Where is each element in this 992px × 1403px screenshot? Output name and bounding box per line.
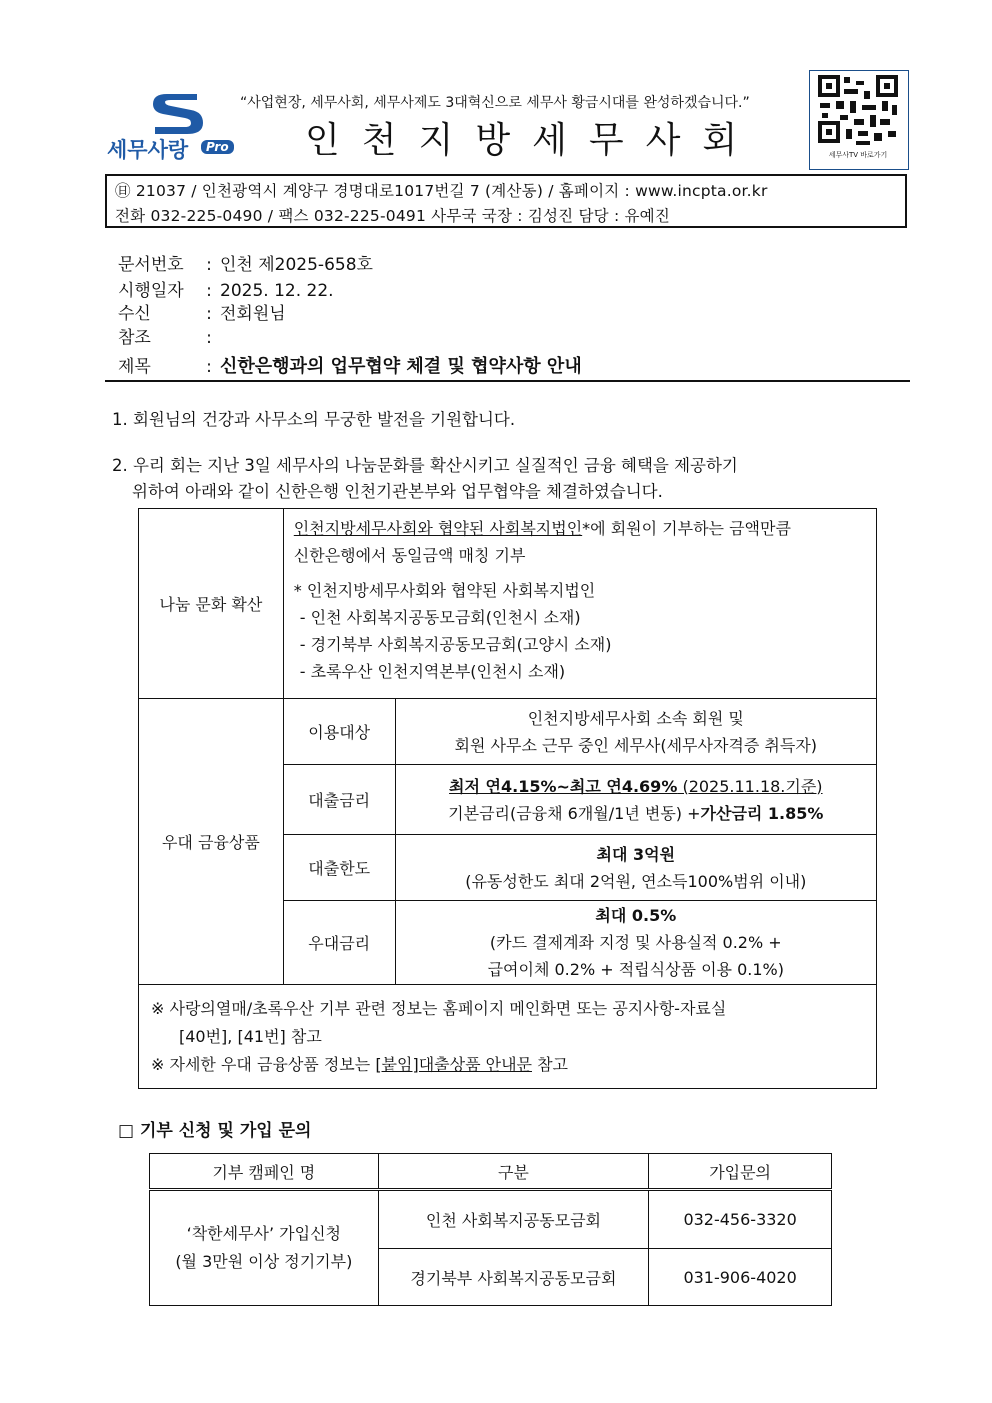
donation-heading: □ 기부 신청 및 가입 문의 (118, 1121, 312, 1141)
header-campaign: 기부 캠페인 명 (150, 1154, 379, 1190)
table-row-org: 인천 사회복지공동모금회 (378, 1190, 649, 1249)
notes: ※ 사랑의열매/초록우산 기부 관련 정보는 홈페이지 메인화면 또는 공지사항-자료실 [40번], [41번] 참고 ※ 자세한 우대 금융상품 정보는 [붙임]대출상품 안내문 참고 (139, 985, 877, 1089)
org-item: - 초록우산 인천지역본부(인천시 소재) (299, 662, 566, 681)
meta-subject: 제목 : 신한은행과의 업무협약 체결 및 협약사항 안내 (118, 356, 582, 377)
logo (105, 88, 255, 168)
meta-doc-no: 문서번호 : 인천 제2025-658호 (118, 255, 373, 275)
divider (105, 380, 910, 382)
table-row-phone: 031-906-4020 (649, 1249, 832, 1306)
logo-text: 세무사랑 (107, 138, 189, 162)
limit-label: 대출한도 (283, 835, 395, 901)
header-contact: 가입문의 (649, 1154, 832, 1190)
org-item: - 인천 사회복지공동모금회(인천시 소재) (299, 608, 581, 627)
meta-date: 시행일자 : 2025. 12. 22. (118, 281, 334, 301)
pref-label: 우대금리 (283, 901, 395, 985)
qr-code-icon (810, 71, 906, 151)
org-item: - 경기북부 사회복지공동모금회(고양시 소재) (299, 635, 612, 654)
finance-label: 우대 금융상품 (139, 699, 284, 985)
contact-phone: 전화 032-225-0490 / 팩스 032-225-0491 사무국 국장 : 김성진 담당 : 유예진 (115, 207, 671, 225)
header-category: 구분 (378, 1154, 649, 1190)
target-label: 이용대상 (283, 699, 395, 765)
agreement-table (138, 508, 877, 1089)
paragraph-2-line-2: 위하여 아래와 같이 신한은행 인천기관본부와 업무협약을 체결하였습니다. (132, 482, 663, 501)
logo-sub: Pro (201, 140, 234, 154)
attachment-link[interactable]: [붙임]대출상품 안내문 (375, 1054, 532, 1074)
pref-content: 최대 0.5% (카드 결제계좌 지정 및 사용실적 0.2% + 급여이체 0.2% + 적립식상품 이용 0.1%) (395, 901, 876, 985)
rate-label: 대출금리 (283, 765, 395, 835)
sharing-label: 나눔 문화 확산 (139, 509, 284, 699)
table-row-phone: 032-456-3320 (649, 1190, 832, 1249)
limit-content: 최대 3억원 (유동성한도 최대 2억원, 연소득100%범위 이내) (395, 835, 876, 901)
contact-box (105, 174, 907, 228)
donation-table (149, 1153, 832, 1306)
qr-caption: 세무사TV 바로가기 (828, 151, 888, 159)
table-row-org: 경기북부 사회복지공동모금회 (378, 1249, 649, 1306)
slogan: “사업현장, 세무사회, 세무사제도 3대혁신으로 세무사 황금시대를 완성하겠습니다.” (240, 95, 750, 111)
paragraph-1: 1. 회원님의 건강과 사무소의 무궁한 발전을 기원합니다. (112, 410, 516, 429)
campaign-cell: ‘착한세무사’ 가입신청 (월 3만원 이상 정기기부) (150, 1190, 379, 1306)
rate-content: 최저 연4.15%~최고 연4.69% (2025.11.18.기준) 기본금리(금융채 6개월/1년 변동) +가산금리 1.85% (395, 765, 876, 835)
sharing-content: 인천지방세무사회와 협약된 사회복지법인*에 회원이 기부하는 금액만큼 신한은행에서 동일금액 매칭 기부 * 인천지방세무사회와 협약된 사회복지법인 - 인천 사회복지공동모금회(인천시 소재) - 경기북부 사회복지공동모금회(고양시 소재) - 초록우산 인천지역본부(인천시 소재) (283, 509, 876, 699)
meta-to: 수신 : 전회원님 (118, 304, 286, 324)
target-content: 인천지방세무사회 소속 회원 및 회원 사무소 근무 중인 세무사(세무사자격증 취득자) (395, 699, 876, 765)
meta-ref: 참조 : (118, 328, 212, 348)
org-title: 인천지방세무사회 (305, 120, 760, 161)
contact-address: ㊐ 21037 / 인천광역시 계양구 경명대로1017번길 7 (계산동) / 홈페이지 : www.incpta.or.kr (115, 182, 768, 200)
paragraph-2-line-1: 2. 우리 회는 지난 3일 세무사의 나눔문화를 확산시키고 실질적인 금융 혜택을 제공하기 (112, 456, 738, 475)
